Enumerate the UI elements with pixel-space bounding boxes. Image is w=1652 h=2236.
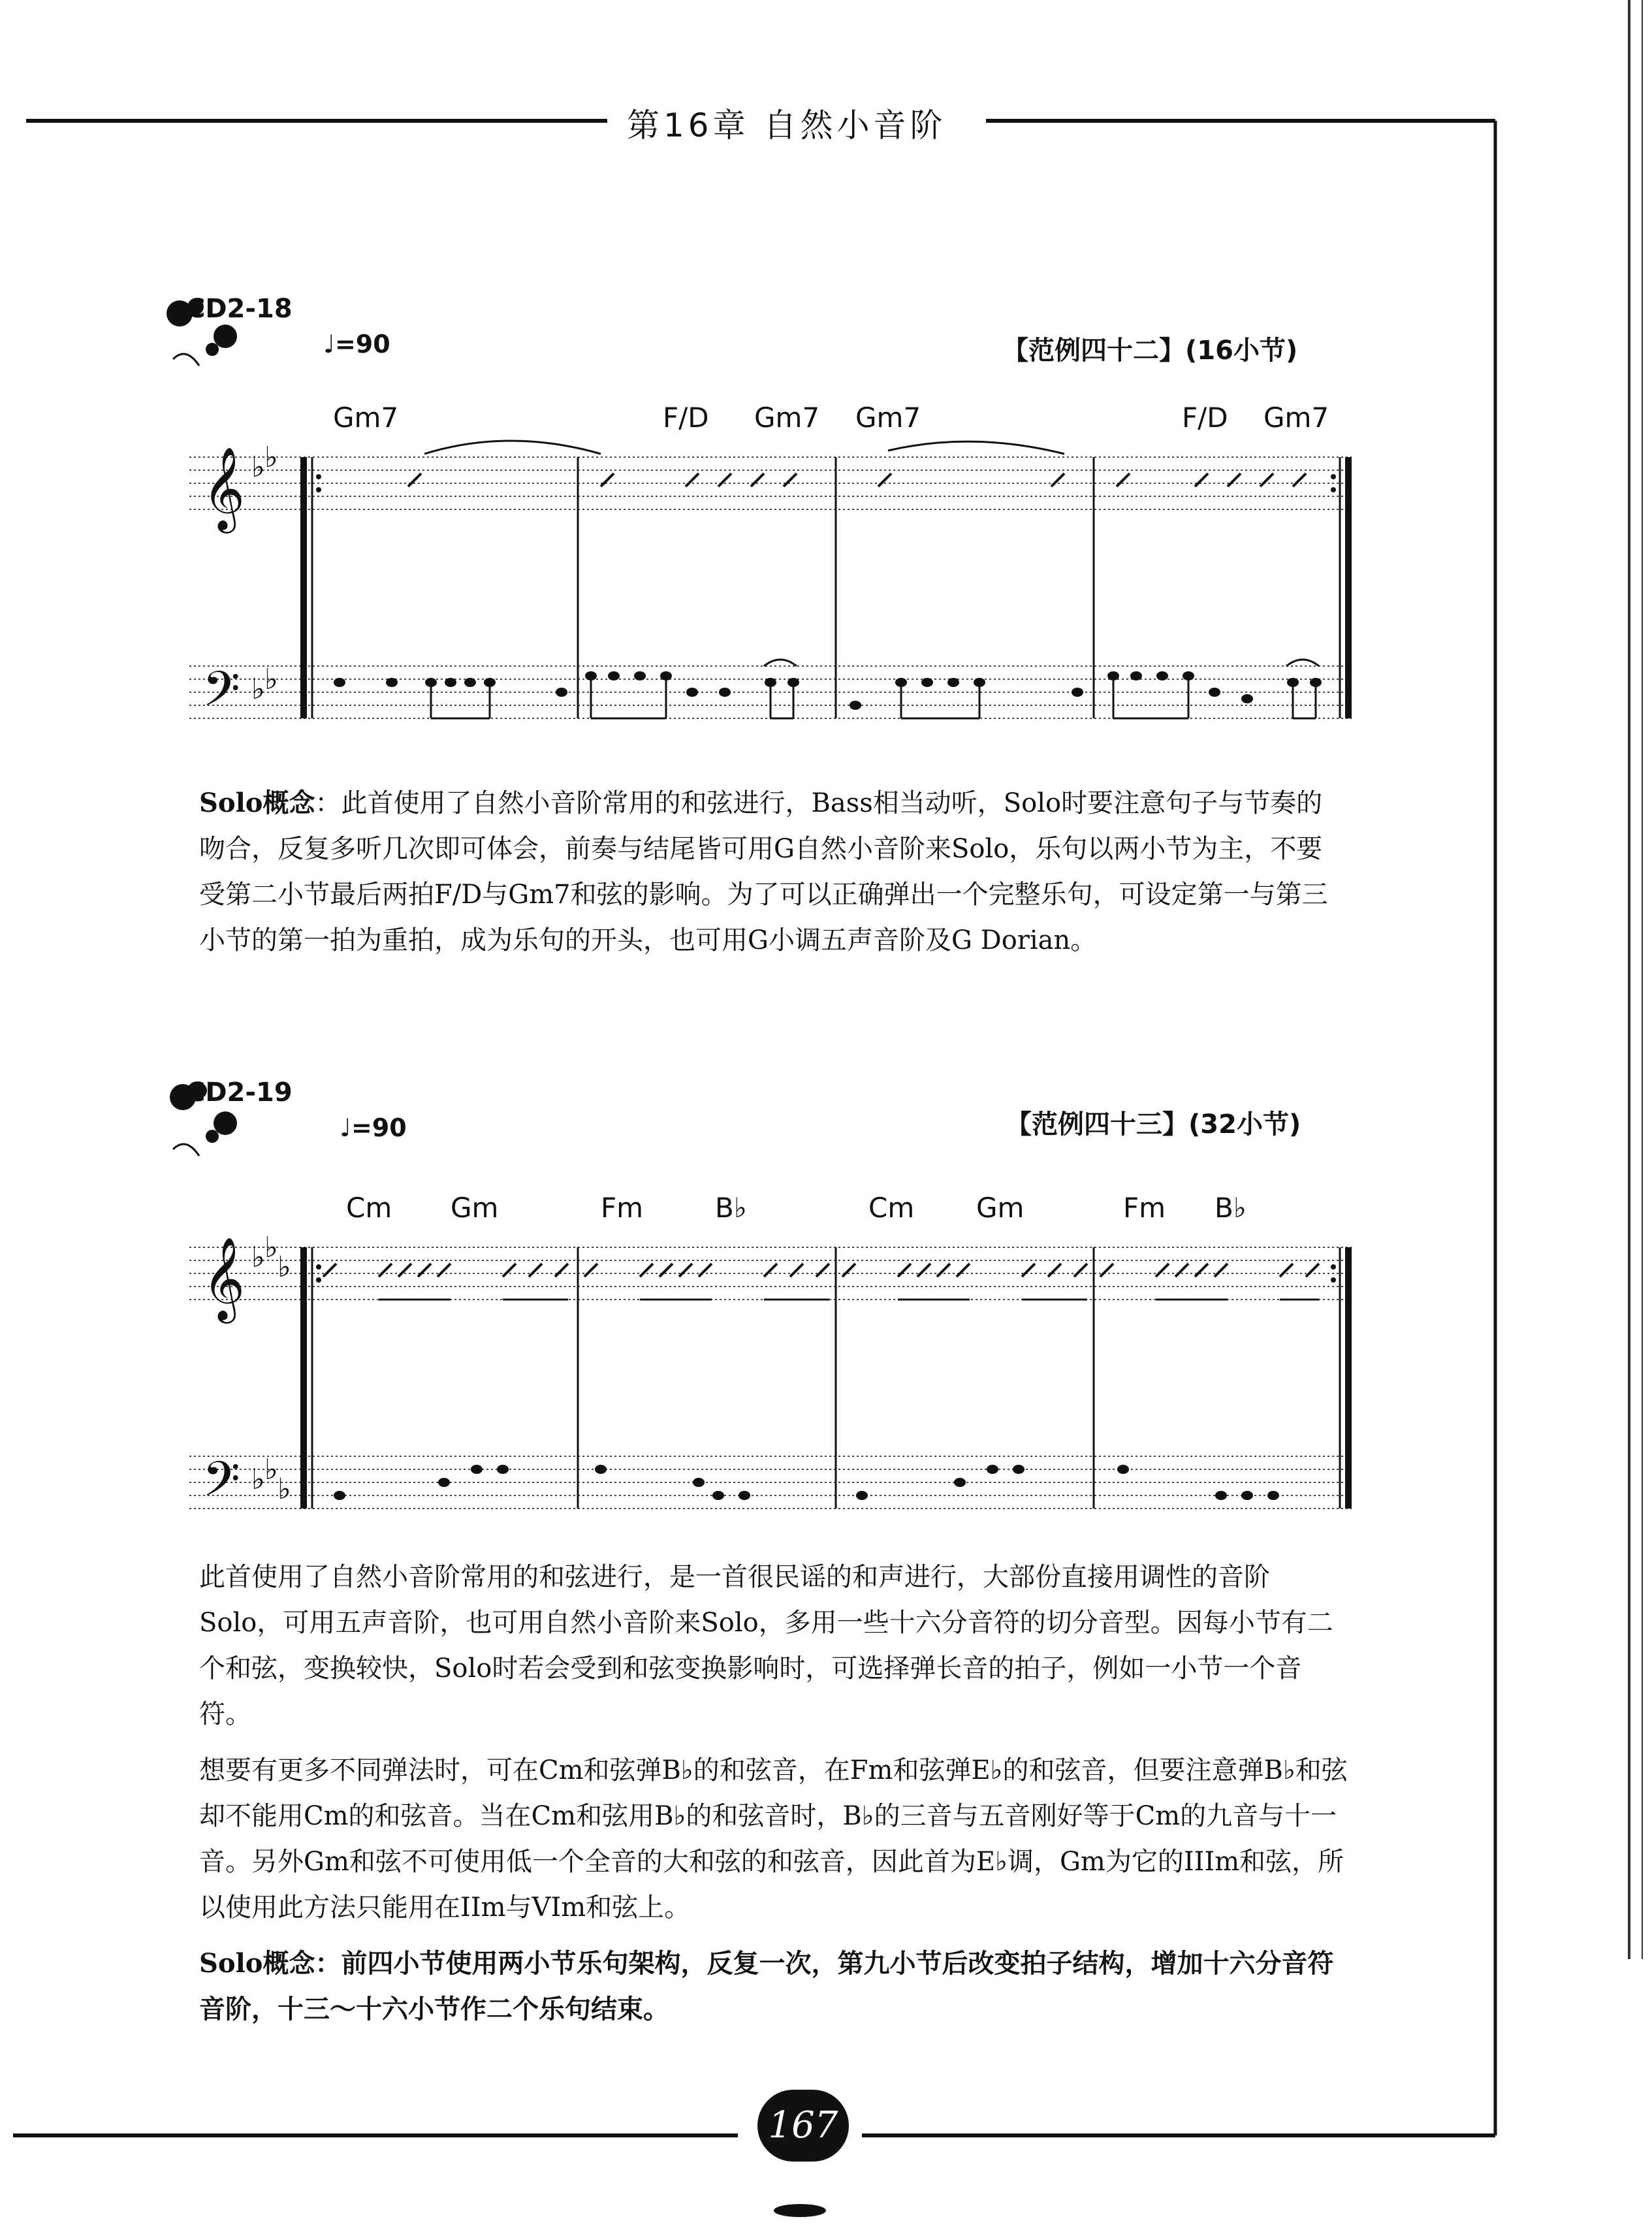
- svg-text:♭: ♭: [264, 1453, 278, 1486]
- svg-text:♭: ♭: [251, 451, 265, 484]
- svg-text:𝄞: 𝄞: [202, 446, 246, 530]
- example-title: 【范例四十三】(32小节): [1006, 1110, 1301, 1140]
- svg-text:♭: ♭: [264, 1231, 278, 1264]
- cd-track-label: CD2-18: [186, 294, 293, 324]
- chord-symbol: Gm7: [754, 402, 820, 434]
- chord-symbol: Gm7: [1263, 402, 1329, 434]
- chord-symbol: B♭: [715, 1192, 747, 1224]
- svg-text:𝄢: 𝄢: [202, 1451, 240, 1520]
- svg-text:𝄢: 𝄢: [202, 661, 240, 729]
- paragraph: ：前四小节使用两小节乐句架构，反复一次，第九小节后改变拍子结构，增加十六分音符音阶，十三～十六小节作二个乐句结束。: [199, 1948, 1334, 2024]
- chapter-title: 第16章 自然小音阶: [627, 106, 947, 144]
- chord-symbol: Gm7: [333, 402, 399, 434]
- svg-text:𝄞: 𝄞: [202, 1236, 246, 1320]
- chord-symbol: Fm: [601, 1192, 644, 1224]
- chord-symbol: Cm: [868, 1192, 915, 1224]
- solo-concept-label: Solo概念: [199, 788, 315, 818]
- music-score: [183, 418, 1358, 731]
- chord-symbol: F/D: [663, 402, 709, 434]
- svg-text:♭: ♭: [251, 673, 265, 706]
- page-number: 167: [757, 2090, 849, 2162]
- tempo-marking: ♩=90: [323, 330, 390, 359]
- svg-text:♭: ♭: [278, 1473, 291, 1506]
- chord-symbol: Gm7: [855, 402, 921, 434]
- paragraph: 此首使用了自然小音阶常用的和弦进行，是一首很民谣的和声进行，大部份直接用调性的音阶Solo，可用五声音阶，也可用自然小音阶来Solo，多用一些十六分音符的切分音型。因每小节有二个和弦，变换较快，Solo时若会受到和弦变换影响时，可选择弹长音的拍子，例如一小节一个音符。: [199, 1562, 1333, 1729]
- svg-text:♭: ♭: [251, 1463, 265, 1496]
- music-score: [183, 1208, 1358, 1522]
- quarter-note-icon: ♩: [340, 1113, 351, 1142]
- chord-symbol: Gm: [976, 1192, 1025, 1224]
- svg-text:♭: ♭: [278, 1251, 291, 1284]
- chord-symbol: Fm: [1123, 1192, 1166, 1224]
- cd-track-label: CD2-19: [186, 1078, 293, 1108]
- chord-symbol: Cm: [346, 1192, 392, 1224]
- tempo-marking: ♩=90: [340, 1113, 407, 1142]
- paragraph: 想要有更多不同弹法时，可在Cm和弦弹B♭的和弦音，在Fm和弦弹E♭的和弦音，但要注意弹B♭和弦却不能用Cm的和弦音。当在Cm和弦用B♭的和弦音时，B♭的三音与五音刚好等于Cm的九音与十一音。另外Gm和弦不可使用低一个全音的大和弦的和弦音，因此首为E♭调，Gm为它的IIIm和弦，所以使用此方法只能用在IIm与VIm和弦上。: [199, 1755, 1348, 1923]
- paragraph: ：此首使用了自然小音阶常用的和弦进行，Bass相当动听，Solo时要注意句子与节奏的吻合，反复多听几次即可体会，前奏与结尾皆可用G自然小音阶来Solo，乐句以两小节为主，不要受第二小节最后两拍F/D与Gm7和弦的影响。为了可以正确弹出一个完整乐句，可设定第一与第三小节的第一拍为重拍，成为乐句的开头，也可用G小调五声音阶及G Dorian。: [199, 788, 1328, 955]
- explanation-text: [199, 780, 1348, 963]
- quarter-note-icon: ♩: [323, 330, 335, 359]
- example-title: 【范例四十二】(16小节): [1002, 336, 1298, 366]
- solo-concept-label: Solo概念: [199, 1948, 315, 1979]
- chord-symbol: Gm: [451, 1192, 499, 1224]
- chord-symbol: B♭: [1215, 1192, 1247, 1224]
- svg-text:♭: ♭: [264, 663, 278, 696]
- svg-text:♭: ♭: [264, 441, 278, 474]
- svg-text:♭: ♭: [251, 1241, 265, 1274]
- explanation-text: [199, 1554, 1348, 2032]
- chord-symbol: F/D: [1182, 402, 1228, 434]
